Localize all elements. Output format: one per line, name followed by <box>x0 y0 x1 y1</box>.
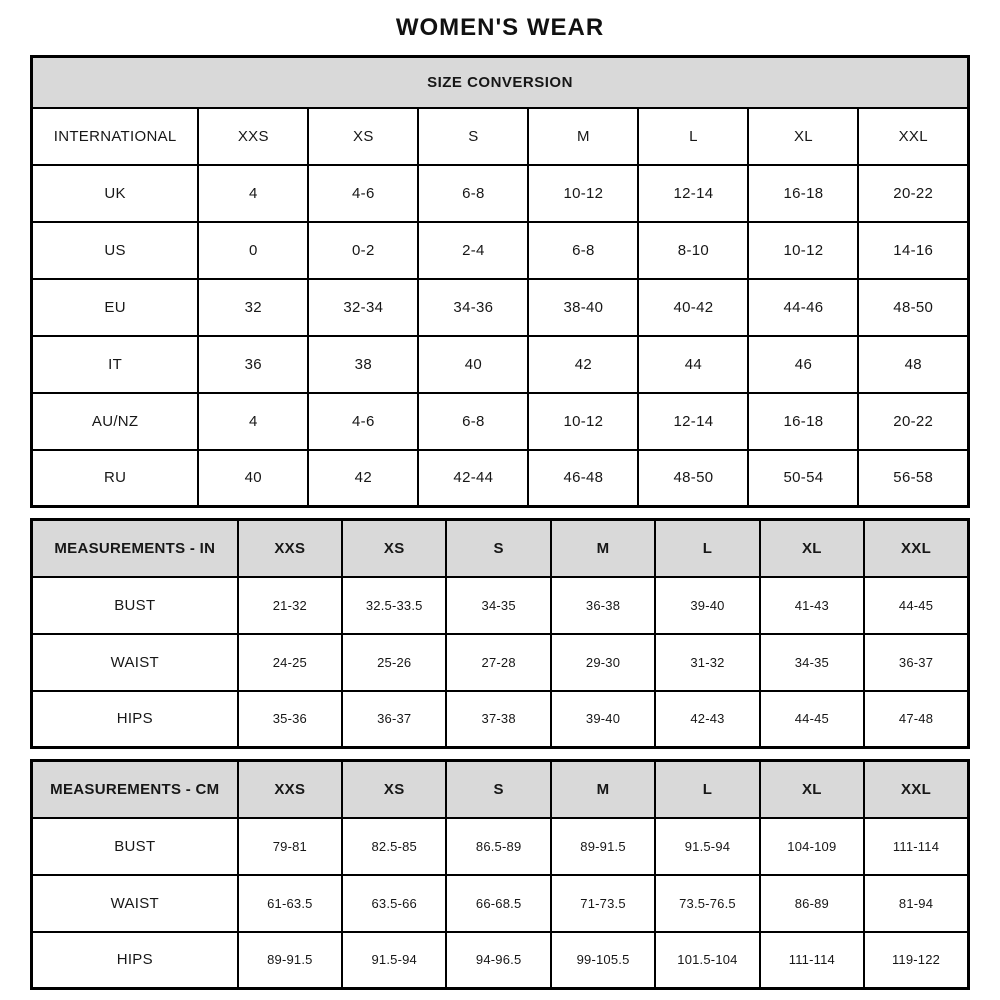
cell: 14-16 <box>858 222 968 279</box>
cell: 31-32 <box>655 634 759 691</box>
size-label-xxs: XXS <box>238 520 342 577</box>
size-conversion-table <box>30 55 970 508</box>
cell: 34-35 <box>446 577 550 634</box>
size-label-s: S <box>446 761 550 818</box>
cell: 24-25 <box>238 634 342 691</box>
table-row-bust-in <box>32 577 969 634</box>
row-label: UK <box>32 165 199 222</box>
cell: 40-42 <box>638 279 748 336</box>
cell: 0 <box>198 222 308 279</box>
cell: 48-50 <box>858 279 968 336</box>
cell: 41-43 <box>760 577 864 634</box>
cell: 12-14 <box>638 165 748 222</box>
cell: 86-89 <box>760 875 864 932</box>
cell: 16-18 <box>748 393 858 450</box>
cell: 111-114 <box>760 932 864 989</box>
size-labels-row <box>32 108 969 165</box>
size-label-xs: XS <box>308 108 418 165</box>
cell: 82.5-85 <box>342 818 446 875</box>
cell: 6-8 <box>418 165 528 222</box>
cell: 0-2 <box>308 222 418 279</box>
cell: 42 <box>528 336 638 393</box>
cell: 39-40 <box>551 691 655 748</box>
size-label-xxl: XXL <box>864 761 968 818</box>
cell: 36-37 <box>864 634 968 691</box>
row-label: IT <box>32 336 199 393</box>
cell: 32.5-33.5 <box>342 577 446 634</box>
cell: 16-18 <box>748 165 858 222</box>
size-label-m: M <box>551 520 655 577</box>
size-conversion-banner-row <box>32 57 969 108</box>
cell: 66-68.5 <box>446 875 550 932</box>
cell: 34-35 <box>760 634 864 691</box>
measurements-in-header-row <box>32 520 969 577</box>
size-label-xxl: XXL <box>864 520 968 577</box>
cell: 32-34 <box>308 279 418 336</box>
page-title: WOMEN'S WEAR <box>395 14 605 41</box>
measurements-in-title: MEASUREMENTS - IN <box>32 520 238 577</box>
cell: 111-114 <box>864 818 968 875</box>
cell: 94-96.5 <box>446 932 550 989</box>
row-label: WAIST <box>32 634 238 691</box>
table-row-ru <box>32 450 969 507</box>
cell: 40 <box>418 336 528 393</box>
cell: 42-44 <box>418 450 528 507</box>
cell: 10-12 <box>528 393 638 450</box>
row-label: WAIST <box>32 875 238 932</box>
cell: 86.5-89 <box>446 818 550 875</box>
size-label-m: M <box>528 108 638 165</box>
cell: 6-8 <box>528 222 638 279</box>
measurements-cm-title: MEASUREMENTS - CM <box>32 761 238 818</box>
cell: 71-73.5 <box>551 875 655 932</box>
table-row-aunz <box>32 393 969 450</box>
cell: 39-40 <box>655 577 759 634</box>
size-label-m: M <box>551 761 655 818</box>
size-label-xl: XL <box>748 108 858 165</box>
table-row-uk <box>32 165 969 222</box>
table-row-it <box>32 336 969 393</box>
cell: 25-26 <box>342 634 446 691</box>
cell: 44-45 <box>760 691 864 748</box>
cell: 73.5-76.5 <box>655 875 759 932</box>
cell: 36 <box>198 336 308 393</box>
row-label: US <box>32 222 199 279</box>
row-label: RU <box>32 450 199 507</box>
cell: 37-38 <box>446 691 550 748</box>
cell: 10-12 <box>528 165 638 222</box>
size-label-xs: XS <box>342 761 446 818</box>
cell: 48-50 <box>638 450 748 507</box>
cell: 47-48 <box>864 691 968 748</box>
cell: 44 <box>638 336 748 393</box>
cell: 20-22 <box>858 393 968 450</box>
cell: 34-36 <box>418 279 528 336</box>
size-label-s: S <box>446 520 550 577</box>
cell: 36-37 <box>342 691 446 748</box>
cell: 38 <box>308 336 418 393</box>
table-row-waist-cm <box>32 875 969 932</box>
cell: 119-122 <box>864 932 968 989</box>
table-row-hips-cm <box>32 932 969 989</box>
table-row-waist-in <box>32 634 969 691</box>
size-label-xl: XL <box>760 520 864 577</box>
cell: 40 <box>198 450 308 507</box>
size-label-s: S <box>418 108 528 165</box>
cell: 56-58 <box>858 450 968 507</box>
row-label: BUST <box>32 577 238 634</box>
cell: 8-10 <box>638 222 748 279</box>
table-row-bust-cm <box>32 818 969 875</box>
cell: 4-6 <box>308 393 418 450</box>
cell: 4-6 <box>308 165 418 222</box>
cell: 44-46 <box>748 279 858 336</box>
cell: 4 <box>198 165 308 222</box>
row-label: BUST <box>32 818 238 875</box>
cell: 79-81 <box>238 818 342 875</box>
measurements-in-table <box>30 518 970 749</box>
row-label: HIPS <box>32 691 238 748</box>
cell: 42 <box>308 450 418 507</box>
row-label: AU/NZ <box>32 393 199 450</box>
size-label-xs: XS <box>342 520 446 577</box>
size-label-xxs: XXS <box>238 761 342 818</box>
size-label-xxl: XXL <box>858 108 968 165</box>
cell: 48 <box>858 336 968 393</box>
cell: 35-36 <box>238 691 342 748</box>
cell: 63.5-66 <box>342 875 446 932</box>
cell: 10-12 <box>748 222 858 279</box>
size-label-l: L <box>638 108 748 165</box>
cell: 104-109 <box>760 818 864 875</box>
cell: 99-105.5 <box>551 932 655 989</box>
measurements-cm-header-row <box>32 761 969 818</box>
cell: 29-30 <box>551 634 655 691</box>
cell: 91.5-94 <box>655 818 759 875</box>
cell: 38-40 <box>528 279 638 336</box>
table-row-eu <box>32 279 969 336</box>
cell: 21-32 <box>238 577 342 634</box>
size-label-xxs: XXS <box>198 108 308 165</box>
size-label-l: L <box>655 520 759 577</box>
table-row-hips-in <box>32 691 969 748</box>
cell: 4 <box>198 393 308 450</box>
cell: 32 <box>198 279 308 336</box>
cell: 44-45 <box>864 577 968 634</box>
cell: 46 <box>748 336 858 393</box>
cell: 36-38 <box>551 577 655 634</box>
cell: 89-91.5 <box>238 932 342 989</box>
cell: 2-4 <box>418 222 528 279</box>
cell: 12-14 <box>638 393 748 450</box>
cell: 46-48 <box>528 450 638 507</box>
size-conversion-title: SIZE CONVERSION <box>32 57 969 108</box>
cell: 42-43 <box>655 691 759 748</box>
size-label-l: L <box>655 761 759 818</box>
international-label: INTERNATIONAL <box>32 108 199 165</box>
cell: 61-63.5 <box>238 875 342 932</box>
size-label-xl: XL <box>760 761 864 818</box>
cell: 91.5-94 <box>342 932 446 989</box>
table-row-us <box>32 222 969 279</box>
cell: 27-28 <box>446 634 550 691</box>
cell: 101.5-104 <box>655 932 759 989</box>
row-label: EU <box>32 279 199 336</box>
cell: 81-94 <box>864 875 968 932</box>
cell: 20-22 <box>858 165 968 222</box>
row-label: HIPS <box>32 932 238 989</box>
cell: 50-54 <box>748 450 858 507</box>
measurements-cm-table <box>30 759 970 990</box>
cell: 89-91.5 <box>551 818 655 875</box>
cell: 6-8 <box>418 393 528 450</box>
